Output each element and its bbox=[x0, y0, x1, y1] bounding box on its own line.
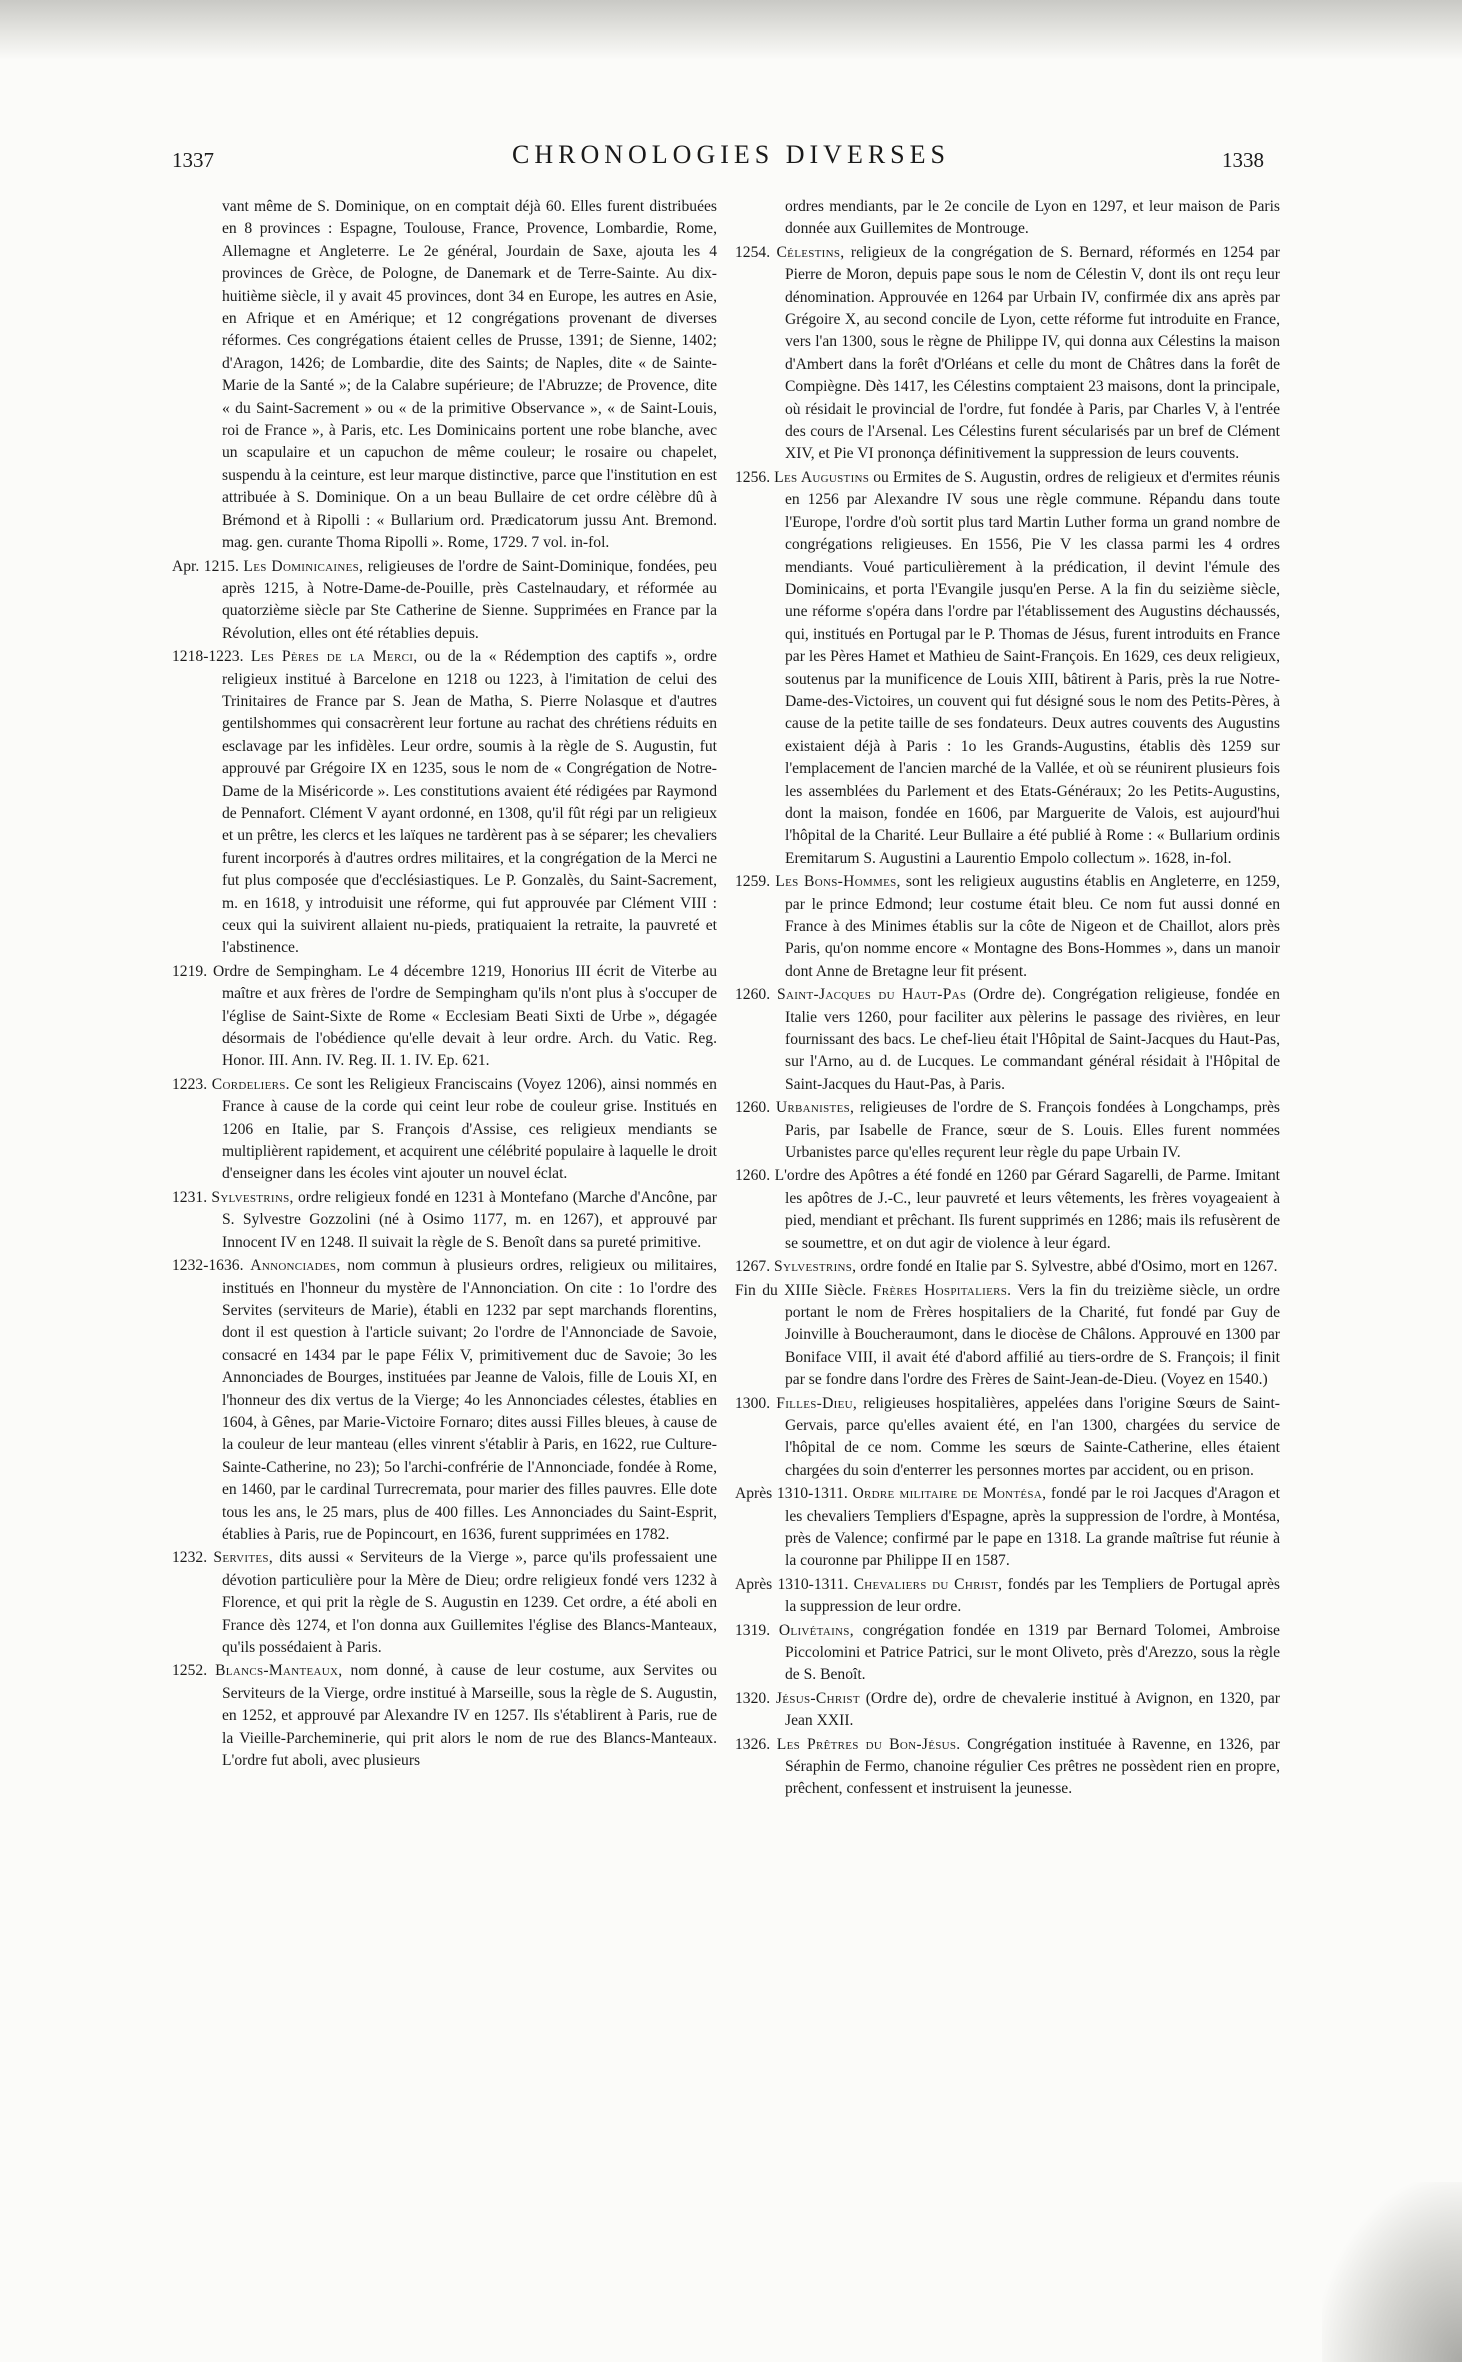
entry-date: 1320. bbox=[735, 1689, 771, 1707]
scan-edge-top bbox=[0, 0, 1462, 60]
entry-date: 1319. bbox=[735, 1621, 771, 1639]
left-page-number: 1337 bbox=[172, 148, 214, 172]
entry-date: 1326. bbox=[735, 1735, 771, 1753]
entry-date: 1260. bbox=[735, 986, 771, 1004]
chronology-entry bbox=[735, 1256, 1280, 1278]
entry-heading: Frères Hospitaliers. bbox=[872, 1281, 1012, 1299]
entry-heading: Sylvestrins, bbox=[211, 1188, 294, 1206]
entry-heading: Servites, bbox=[213, 1549, 274, 1567]
entry-heading: Cordeliers. bbox=[211, 1075, 290, 1093]
entry-date: Après 1310-1311. bbox=[735, 1485, 848, 1503]
entry-heading: Les Prêtres du Bon-Jésus. bbox=[776, 1735, 961, 1753]
entry-text: ou Ermites de S. Augustin, ordres de religieux et d'ermites réunis en 1256 par Alexandre IV sous une règle commune. Répandu dans toute l'Europe, l'ordre d'où sortit plus tard Martin Luther forma un grand nombre de congrégations religieuses. En 1556, Pie V les classa parmi les 4 ordres mendiants. Voué particulièrement à la prédication, il devint l'émule des Dominicains, et porta l'Evangile jusqu'en Perse. A la fin du seizième siècle, une réforme s'opéra dans l'ordre par l'établissement des Augustins déchaussés, qui, institués en Portugal par le P. Thomas de Jésus, furent introduits en France par les Pères Hamet et Mathieu de Saint-François. En 1629, ces deux religieux, soutenus par la munificence de Louis XIII, bâtirent à Paris, près la rue Notre-Dame-des-Victoires, un couvent qui fut désigné sous le nom des Petits-Pères, à cause de la petite taille de ses fondateurs. Deux autres couvents des Augustins existaient déjà à Paris : 1o les Grands-Augustins, établis dès 1259 sur l'emplacement de l'ancien marché de la Vallée, et où se réunirent plusieurs fois les assemblées du Parlement et des Etats-Généraux; 2o les Petits-Augustins, dont la maison, fondée en 1606, par Marguerite de Valois, est aujourd'hui l'hôpital de la Charité. Leur Bullaire a été publié à Rome : « Bullarium ordinis Eremitarum S. Augustini a Laurentio Empolo collectum ». 1628, in-fol. bbox=[785, 468, 1280, 867]
entry-heading: Les Dominicaines, bbox=[243, 557, 364, 575]
entry-heading: Blancs-Manteaux, bbox=[215, 1662, 343, 1680]
entry-text: (Ordre de), ordre de chevalerie institué à Avignon, en 1320, par Jean XXII. bbox=[785, 1689, 1280, 1730]
entry-text: religieux de la congrégation de S. Bernard, réformés en 1254 par Pierre de Moron, depuis pape sous le nom de Célestin V, dont ils ont reçu leur dénomination. Approuvée en 1264 par Urbain IV, confirmée dix ans après par Grégoire X, au second concile de Lyon, cette réforme fut introduite en France, vers l'an 1300, sous le règne de Philippe IV, qui donna aux Célestins la maison d'Ambert dans la forêt d'Orléans et celle du mont de Châtres dans la forêt de Compiègne. Dès 1417, les Célestins comptaient 23 maisons, dont la principale, où résidait le provincial de l'ordre, fut fondée à Paris, par Charles V, à l'entrée des cours de l'Arsenal. Les Célestins furent sécularisés par un bref de Clément XIV, et Pie VI prononça définitivement la suppression de leurs couvents. bbox=[785, 243, 1280, 463]
chronology-entry bbox=[735, 1620, 1280, 1687]
chronology-entry bbox=[172, 196, 717, 555]
entry-date: 1232. bbox=[172, 1549, 208, 1567]
entry-text: congrégation fondée en 1319 par Bernard Tolomei, Ambroise Piccolomini et Patrice Patrici, sur le mont Oliveto, près d'Arezzo, sous la règle de S. Benoît. bbox=[785, 1621, 1280, 1684]
chronology-entry bbox=[172, 556, 717, 646]
entry-heading: Ordre militaire de Montésa, bbox=[852, 1485, 1047, 1503]
chronology-entry bbox=[735, 196, 1280, 241]
entry-heading: Les Bons-Hommes, bbox=[775, 873, 901, 891]
entry-text: Vers la fin du treizième siècle, un ordre portant le nom de Frères hospitaliers de la Charité, fut fondé par Guy de Joinville à Boucheraumont, dans le diocèse de Châlons. Approuvé en 1300 par Boniface VIII, il avait été d'abord affilié au tiers-ordre de S. François; il finit par se fondre dans l'ordre des Frères de Saint-Jean-de-Dieu. (Voyez en 1540.) bbox=[785, 1281, 1280, 1389]
entry-heading: Chevaliers du Christ, bbox=[853, 1575, 1003, 1593]
chronology-entry bbox=[735, 1097, 1280, 1164]
right-page-number: 1338 bbox=[1222, 148, 1264, 172]
entry-text: religieuses de l'ordre de Saint-Dominique, fondées, peu après 1215, à Notre-Dame-de-Pouille, près Castelnaudary, et réformée au quatorzième siècle par Ste Catherine de Sienne. Supprimées en France par la Révolution, elles ont été rétablies depuis. bbox=[222, 557, 718, 642]
chronology-entry bbox=[735, 1483, 1280, 1573]
entry-date: Fin du XIIIe Siècle. bbox=[735, 1281, 867, 1299]
chronology-entry bbox=[172, 1255, 717, 1546]
entry-text: (Ordre de). Congrégation religieuse, fondée en Italie vers 1260, pour faciliter aux pèlerins le passage des rivières, en leur fournissant des bacs. Le chef-lieu était l'Hôpital de Saint-Jacques du Haut-Pas, sur l'Arno, au d. de Lucques. Le commandant général résidait à l'Hôpital de Saint-Jacques du Haut-Pas, à Paris. bbox=[785, 986, 1280, 1093]
entry-date: 1223. bbox=[172, 1075, 208, 1093]
entry-heading: Filles-Dieu, bbox=[776, 1394, 858, 1412]
entry-text: fondés par les Templiers de Portugal après la suppression de leur ordre. bbox=[785, 1575, 1280, 1616]
entry-text: fondé par le roi Jacques d'Aragon et les chevaliers Templiers d'Espagne, après la suppression de l'ordre, à Montésa, près de Valence; confirmé par le pape en 1318. La grande maîtrise fut réunie à la couronne par Philippe II en 1587. bbox=[785, 1485, 1280, 1570]
entry-date: 1259. bbox=[735, 873, 771, 891]
chronology-entry bbox=[735, 1734, 1280, 1801]
page-title: CHRONOLOGIES DIVERSES bbox=[512, 140, 950, 169]
entry-date: 1252. bbox=[172, 1662, 208, 1680]
entry-text: religieuses de l'ordre de S. François fondées à Longchamps, près Paris, par Isabelle de France, sœur de S. Louis. Elles furent nommées Urbanistes parce qu'elles reçurent leur règle du pape Urbain IV. bbox=[785, 1099, 1280, 1162]
entry-heading: Olivétains, bbox=[778, 1621, 854, 1639]
scan-edge-corner bbox=[1322, 2182, 1462, 2362]
entry-text: nom commun à plusieurs ordres, religieux ou militaires, institués en l'honneur du mystère de l'Annonciation. On cite : 1o l'ordre des Servites (serviteurs de Marie), établi en 1232 par sept marchands florentins, dont il est question à l'article suivant; 2o l'ordre de l'Annonciade de Savoie, consacré en 1434 par le pape Félix V, primitivement duc de Savoie; 3o les Annonciades de Bourges, instituées par Jeanne de Valois, fille de Louis XI, en l'honneur des dix vertus de la Vierge; 4o les Annonciades célestes, établies en 1604, à Gênes, par Marie-Victoire Fornaro; dites aussi Filles bleues, à cause de la couleur de leur manteau (elles vinrent s'établir à Paris, en 1622, rue Culture-Sainte-Catherine, no 23); 5o l'archi-confrérie de l'Annonciade, fondée à Rome, en 1460, par le cardinal Turrecremata, pour marier des filles pauvres. Elle dote tous les ans, le 25 mars, plus de 400 filles. Les Annonciades du Saint-Esprit, établies à Paris, rue de Popincourt, en 1636, furent supprimées en 1782. bbox=[222, 1257, 718, 1543]
entry-heading: Sylvestrins, bbox=[774, 1258, 857, 1276]
entry-heading: Urbanistes, bbox=[775, 1099, 855, 1117]
entry-text: Congrégation instituée à Ravenne, en 1326, par Séraphin de Fermo, chanoine régulier Ces prêtres ne possèdent rien en propre, prêchent, confessent et instruisent la jeunesse. bbox=[785, 1735, 1280, 1798]
chronology-entry bbox=[735, 467, 1280, 870]
entry-text: sont les religieux augustins établis en Angleterre, en 1259, par le prince Edmond; leur costume était bleu. Ce nom fut aussi donné en France à des Minimes établis sur la côte de Nigeon et de Chaillot, alors près Paris, qu'on nomme encore « Montagne des Bons-Hommes », dans un manoir dont Anne de Bretagne leur fit présent. bbox=[785, 873, 1280, 980]
entry-date: 1231. bbox=[172, 1188, 208, 1206]
entry-heading: Les Augustins bbox=[774, 468, 870, 486]
chronology-entry bbox=[735, 1165, 1280, 1255]
chronology-entry bbox=[735, 242, 1280, 466]
running-header bbox=[0, 140, 1462, 180]
entry-text: religieuses hospitalières, appelées dans l'origine Sœurs de Saint-Gervais, parce qu'elles avaient été, en l'an 1300, chargées du service de l'hôpital de ce nom. Comme les sœurs de Sainte-Catherine, elles étaient chargées du soin d'enterrer les personnes mortes par accident, ou en prison. bbox=[785, 1394, 1280, 1479]
entry-text: ordre fondé en Italie par S. Sylvestre, abbé d'Osimo, mort en 1267. bbox=[860, 1258, 1278, 1276]
chronology-entry bbox=[735, 871, 1280, 983]
chronology-entry bbox=[172, 1547, 717, 1659]
entry-date: Après 1310-1311. bbox=[735, 1575, 849, 1593]
entry-date: 1232-1636. bbox=[172, 1257, 244, 1275]
chronology-entry bbox=[735, 1280, 1280, 1392]
chronology-entry bbox=[172, 1074, 717, 1186]
entry-date: 1219. bbox=[172, 962, 208, 980]
entry-text: vant même de S. Dominique, on en comptait déjà 60. Elles furent distribuées en 8 provinces : Espagne, Toulouse, France, Provence, Lombardie, Rome, Allemagne et Angleterre. Le 2e général, Jourdain de Saxe, ajouta les 4 provinces de Grèce, de Pologne, de Danemark et de Terre-Sainte. Au dix-huitième siècle, il y avait 45 provinces, dont 34 en Europe, les autres en Asie, en Afrique et en Amérique; et 12 congrégations provenant de diverses réformes. Ces congrégations étaient celles de Prusse, 1391; de Sienne, 1402; d'Aragon, 1426; de Lombardie, dite des Saints; de Naples, dite « de Sainte-Marie de la Santé »; de la Calabre supérieure; de l'Abruzze; de Provence, dite « du Saint-Sacrement » ou « de la primitive Observance », « de Saint-Louis, roi de France », à Paris, etc. Les Dominicains portent une robe blanche, avec un scapulaire et un capuchon de même couleur; le rosaire ou chapelet, suspendu à la ceinture, est leur marque distinctive, parce que l'institution en est attribuée à S. Dominique. On a un beau Bullaire de cet ordre célèbre dû à Brémond et à Ripolli : « Bullarium ord. Prædicatorum jussu Ant. Bremond. mag. gen. curante Thoma Ripolli ». Rome, 1729. 7 vol. in-fol. bbox=[222, 198, 717, 552]
entry-date: 1260. bbox=[735, 1099, 771, 1117]
entry-heading: Les Pères de la Merci, bbox=[250, 648, 418, 666]
chronology-entry bbox=[172, 646, 717, 960]
chronology-entry bbox=[735, 1393, 1280, 1483]
entry-date: Apr. 1215. bbox=[172, 557, 239, 575]
entry-text: Ce sont les Religieux Franciscains (Voyez 1206), ainsi nommés en France à cause de la corde qui ceint leur robe de couleur grise. Institués en 1206 en Italie, par S. François d'Assise, ces religieux mendiants se multiplièrent rapidement, et acquirent une célébrité populaire à laquelle le droit d'enseigner dans les écoles vint ajouter un nouvel éclat. bbox=[222, 1075, 717, 1183]
entry-heading: Jésus-Christ bbox=[775, 1689, 860, 1707]
entry-text: Ordre de Sempingham. Le 4 décembre 1219, Honorius III écrit de Viterbe au maître et aux frères de l'ordre de Sempingham qu'ils n'ont plus à s'occuper de l'église de Saint-Sixte de Rome « Ecclesiam Beati Sixti de Urbe », dégagée désormais de l'obédience qu'elle devait à leur ordre. Arch. du Vatic. Reg. Honor. III. Ann. IV. Reg. II. 1. IV. Ep. 621. bbox=[212, 962, 717, 1070]
entry-heading: Annonciades, bbox=[250, 1257, 341, 1275]
entry-text: ordre religieux fondé en 1231 à Montefano (Marche d'Ancône, par S. Sylvestre Gozzolini (né à Osimo 1177, m. en 1267), et approuvé par Innocent IV en 1248. Il suivait la règle de S. Benoît dans sa pureté primitive. bbox=[222, 1188, 717, 1251]
entry-text: ordres mendiants, par le 2e concile de Lyon en 1297, et leur maison de Paris donnée aux Guillemites de Montrouge. bbox=[785, 198, 1280, 238]
entry-date: 1260. bbox=[735, 1167, 771, 1185]
entry-text: dits aussi « Serviteurs de la Vierge », parce qu'ils professaient une dévotion particulière pour la Mère de Dieu; ordre religieux fondé vers 1232 à Florence, et qui prit la règle de S. Augustin en 1239. Cet ordre, a été aboli en France dès 1274, et l'on donna aux Guillemites l'église des Blancs-Manteaux, qu'ils possédaient à Paris. bbox=[222, 1549, 717, 1656]
chronology-entry bbox=[735, 1688, 1280, 1733]
right-column bbox=[735, 196, 1280, 1802]
entry-text: nom donné, à cause de leur costume, aux Servites ou Serviteurs de la Vierge, ordre institué à Marseille, sous la règle de S. Augustin, en 1252, et approuvé par Alexandre IV en 1257. Ils s'établirent à Paris, rue de la Vieille-Parcheminerie, qui prit alors le nom de rue des Blancs-Manteaux. L'ordre fut aboli, avec plusieurs bbox=[222, 1662, 718, 1770]
left-column bbox=[172, 196, 717, 1773]
entry-heading: Célestins, bbox=[776, 243, 845, 261]
entry-text: ou de la « Rédemption des captifs », ordre religieux institué à Barcelone en 1218 ou 1223, à l'imitation de celui des Trinitaires de France par S. Jean de Matha, S. Pierre Nolasque et d'autres gentilshommes qui consacrèrent leur fortune au rachat des chrétiens réduits en esclavage par les infidèles. Leur ordre, soumis à la règle de S. Augustin, fut approuvé par Grégoire IX en 1235, sous le nom de « Congrégation de Notre-Dame de la Miséricorde ». Les constitutions avaient été rédigées par Raymond de Pennafort. Clément V ayant ordonné, en 1308, qu'il fût régi par un religieux et un prêtre, les clercs et les laïques ne tardèrent pas à se séparer; les chevaliers furent incorporés à d'autres ordres militaires, et la congrégation de la Merci ne fut plus composée que d'ecclésiastiques. Le P. Gonzalès, du Saint-Sacrement, m. en 1618, y introduisit une réforme, qui fut approuvée par Clément VIII : ceux qui la suivirent allaient nu-pieds, pratiquaient la retraite, la pauvreté et l'abstinence. bbox=[222, 648, 717, 957]
chronology-entry bbox=[735, 1574, 1280, 1619]
chronology-entry bbox=[172, 1660, 717, 1772]
entry-date: 1267. bbox=[735, 1258, 771, 1276]
entry-date: 1218-1223. bbox=[172, 648, 244, 666]
entry-text: L'ordre des Apôtres a été fondé en 1260 par Gérard Sagarelli, de Parme. Imitant les apôtres de J.-C., leur pauvreté et leurs vêtements, les frères voyageaient à pied, mendiant et prêchant. Ils furent supprimés en 1286; mais ils refusèrent de se soumettre, et on dut agir de violence à leur égard. bbox=[774, 1167, 1280, 1252]
entry-date: 1254. bbox=[735, 243, 771, 261]
entry-heading: Saint-Jacques du Haut-Pas bbox=[777, 986, 967, 1004]
entry-date: 1256. bbox=[735, 468, 771, 486]
chronology-entry bbox=[172, 1187, 717, 1254]
chronology-entry bbox=[735, 984, 1280, 1096]
chronology-entry bbox=[172, 961, 717, 1073]
entry-date: 1300. bbox=[735, 1394, 771, 1412]
